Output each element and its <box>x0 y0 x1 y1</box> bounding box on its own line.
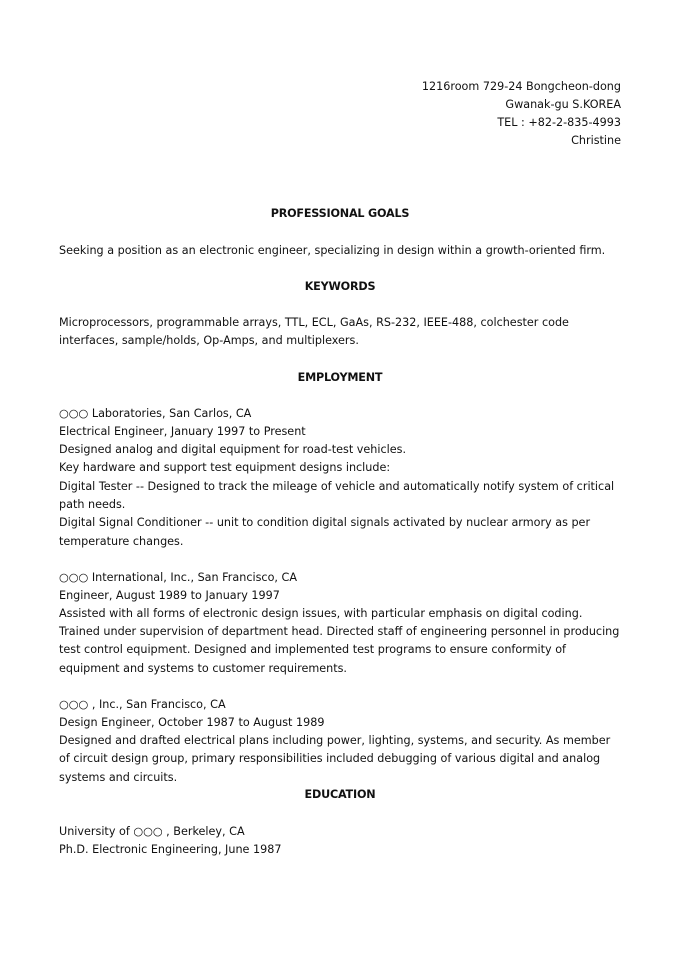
job-2-line-1: Assisted with all forms of electronic design issues, with particular emphasis on digital coding. <box>59 607 583 620</box>
job-3-line-3: systems and circuits. <box>59 771 178 784</box>
job-1-line-2: Key hardware and support test equipment designs include: <box>59 461 391 474</box>
address-line-2: Gwanak-gu S.KOREA <box>505 98 621 111</box>
education-school: University of ○○○ , Berkeley, CA <box>59 825 245 838</box>
job-2-line-3: test control equipment. Designed and implemented test programs to ensure conformity of <box>59 643 566 656</box>
keywords-line-2: interfaces, sample/holds, Op-Amps, and multiplexers. <box>59 334 359 347</box>
job-1-line-3: Digital Tester -- Designed to track the mileage of vehicle and automatically notify system of critical <box>59 480 615 493</box>
job-2-line-2: Trained under supervision of department head. Directed staff of engineering personnel in producing <box>59 625 620 638</box>
job-3-line-1: Designed and drafted electrical plans including power, lighting, systems, and security. As member <box>59 734 611 747</box>
keywords-heading: KEYWORDS <box>304 280 376 293</box>
job-1-line-4: path needs. <box>59 498 126 511</box>
job-3-title: Design Engineer, October 1987 to August 1989 <box>59 716 325 729</box>
job-1-line-6: temperature changes. <box>59 535 184 548</box>
address-tel: TEL : +82-2-835-4993 <box>497 116 621 129</box>
keywords-line-1: Microprocessors, programmable arrays, TTL, ECL, GaAs, RS-232, IEEE-488, colchester code <box>59 316 569 329</box>
address-name: Christine <box>571 134 621 147</box>
job-2-title: Engineer, August 1989 to January 1997 <box>59 589 280 602</box>
employment-heading: EMPLOYMENT <box>297 371 383 384</box>
professional-goals-text: Seeking a position as an electronic engineer, specializing in design within a growth-oriented firm. <box>59 244 606 257</box>
job-1-company: ○○○ Laboratories, San Carlos, CA <box>59 407 252 420</box>
job-1-line-5: Digital Signal Conditioner -- unit to condition digital signals activated by nuclear armory as per <box>59 516 591 529</box>
job-2-line-4: equipment and systems to customer requirements. <box>59 662 347 675</box>
education-heading: EDUCATION <box>304 788 376 801</box>
job-3-company: ○○○ , Inc., San Francisco, CA <box>59 698 226 711</box>
job-3-line-2: of circuit design group, primary responsibilities included debugging of various digital and analog <box>59 752 601 765</box>
job-2-company: ○○○ International, Inc., San Francisco, CA <box>59 571 297 584</box>
job-1-title: Electrical Engineer, January 1997 to Present <box>59 425 306 438</box>
professional-goals-heading: PROFESSIONAL GOALS <box>270 207 410 220</box>
job-1-line-1: Designed analog and digital equipment for road-test vehicles. <box>59 443 407 456</box>
address-line-1: 1216room 729-24 Bongcheon-dong <box>421 80 621 93</box>
education-degree: Ph.D. Electronic Engineering, June 1987 <box>59 843 282 856</box>
